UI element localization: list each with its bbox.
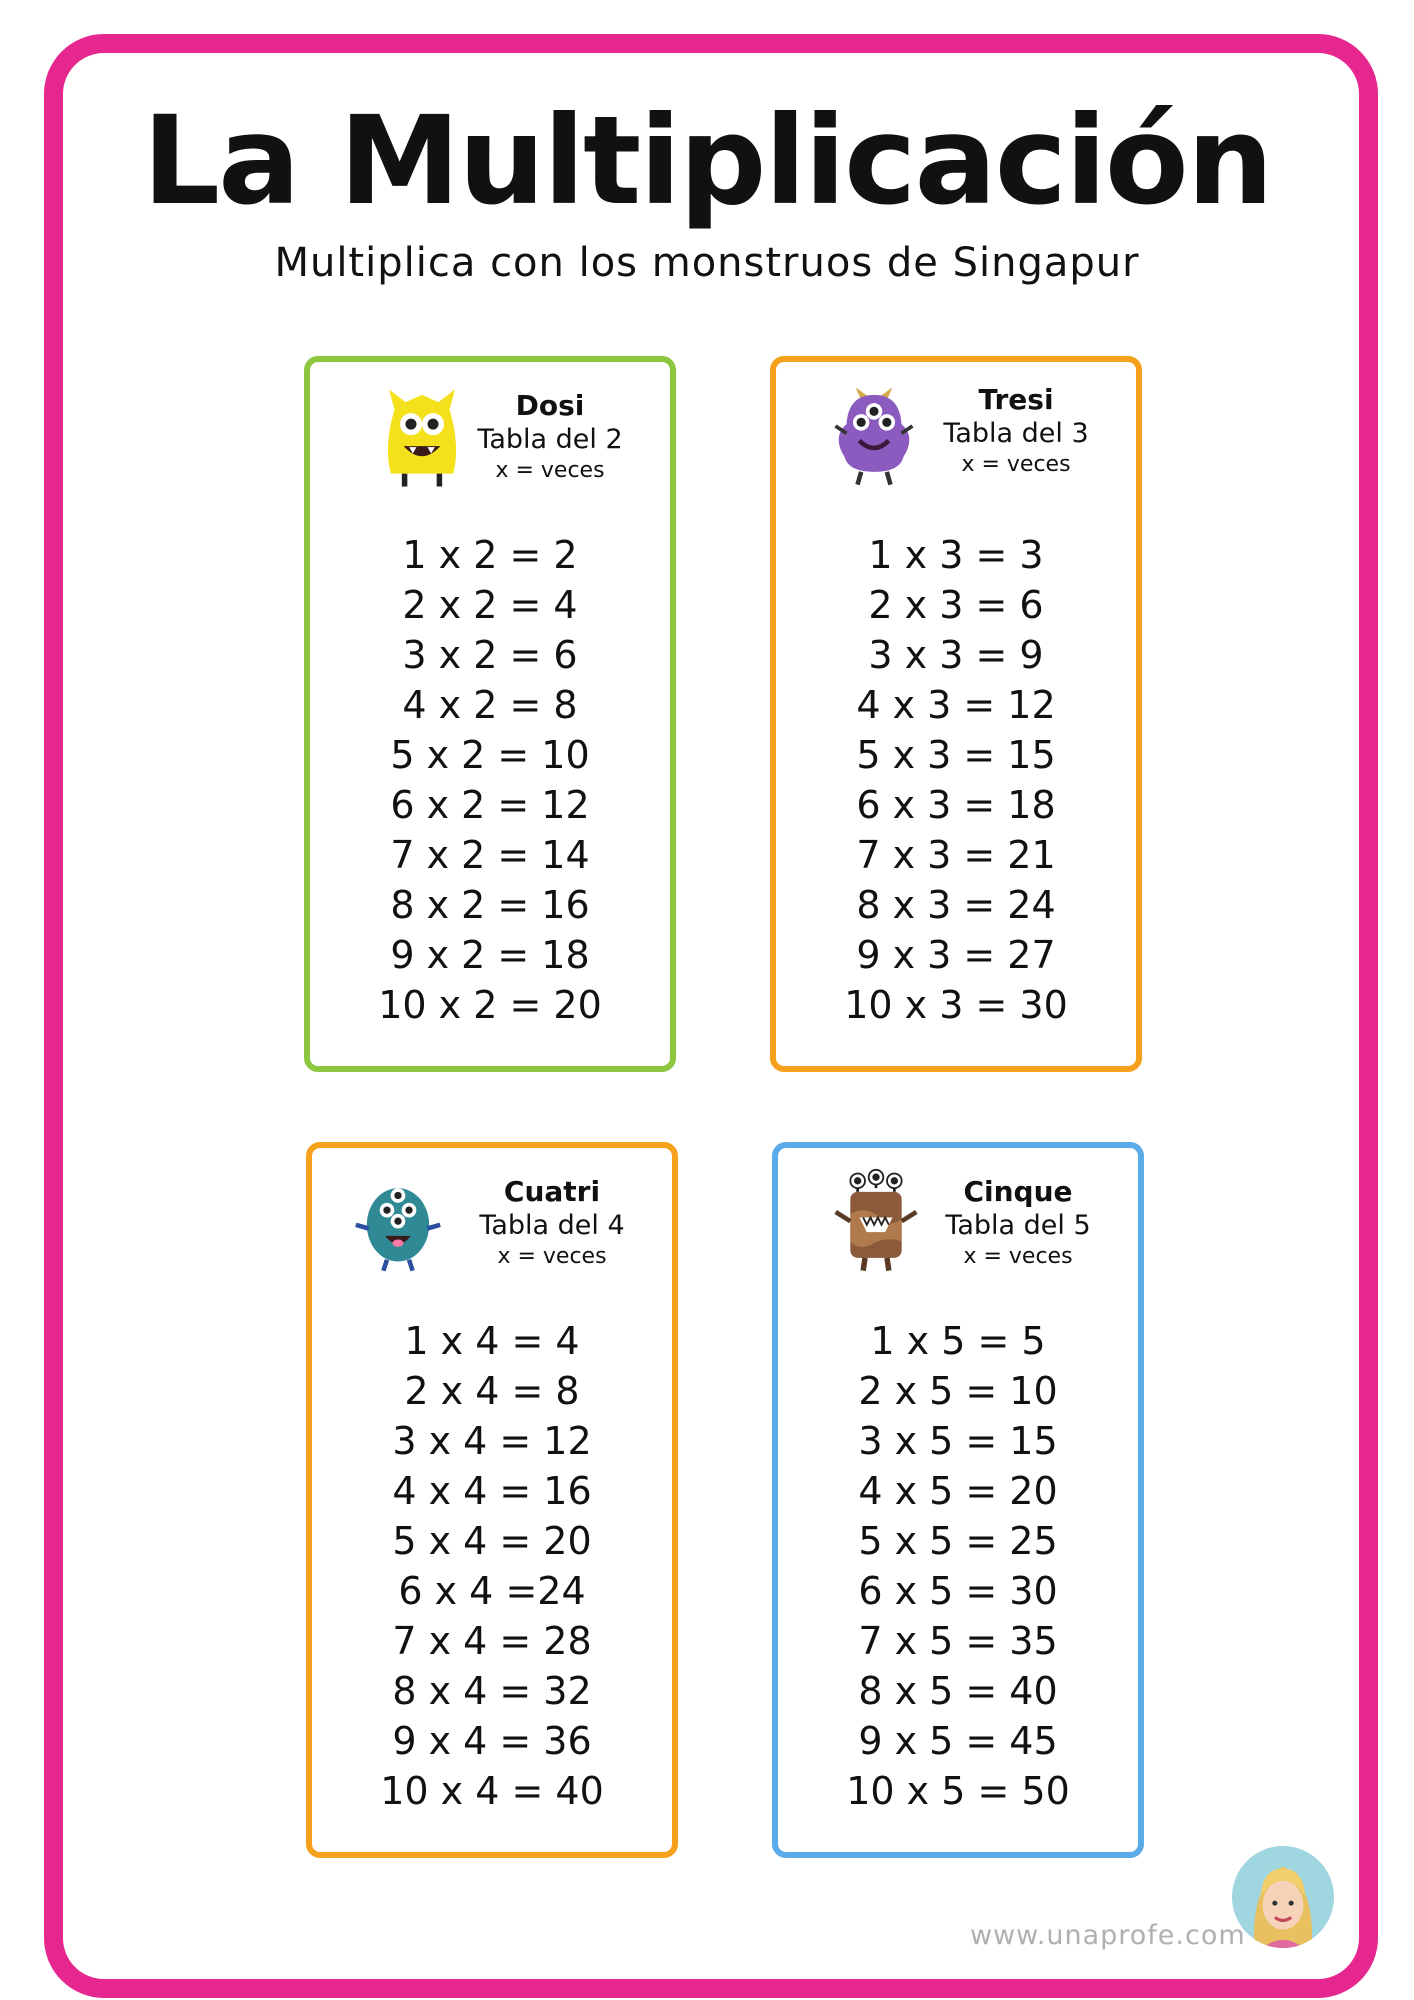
table-label: Tabla del 5 (945, 1210, 1091, 1241)
card-tabla-3 (770, 356, 1142, 1072)
multiplication-row: 3 x 4 = 12 (392, 1419, 592, 1463)
multiplication-row: 2 x 4 = 8 (404, 1369, 580, 1413)
multiplication-list (778, 1316, 1138, 1816)
multiplication-row: 1 x 2 = 2 (402, 533, 578, 577)
monster-name: Cinque (963, 1175, 1073, 1208)
page-title: La Multiplicación (142, 90, 1272, 232)
multiplication-row: 1 x 5 = 5 (870, 1319, 1046, 1363)
multiplication-row: 10 x 2 = 20 (378, 983, 602, 1027)
multiplication-row: 3 x 3 = 9 (868, 633, 1044, 677)
multiplication-row: 10 x 4 = 40 (380, 1769, 604, 1813)
teal-monster-icon (350, 1168, 446, 1278)
multiplication-row: 4 x 2 = 8 (402, 683, 578, 727)
multiplication-row: 2 x 3 = 6 (868, 583, 1044, 627)
multiplication-row: 1 x 3 = 3 (868, 533, 1044, 577)
multiplication-row: 9 x 5 = 45 (858, 1719, 1058, 1763)
multiplication-row: 7 x 4 = 28 (392, 1619, 592, 1663)
multiplication-row: 6 x 2 = 12 (390, 783, 590, 827)
multiplication-row: 1 x 4 = 4 (404, 1319, 580, 1363)
card-tabla-2 (304, 356, 676, 1072)
multiplication-row: 9 x 2 = 18 (390, 933, 590, 977)
monster-name: Dosi (515, 389, 585, 422)
multiplication-row: 7 x 2 = 14 (390, 833, 590, 877)
multiplication-row: 10 x 5 = 50 (846, 1769, 1070, 1813)
multiplication-list (776, 530, 1136, 1030)
multiplication-row: 4 x 4 = 16 (392, 1469, 592, 1513)
multiplication-row: 6 x 4 =24 (398, 1569, 586, 1613)
multiplication-row: 5 x 4 = 20 (392, 1519, 592, 1563)
multiplication-row: 5 x 3 = 15 (856, 733, 1056, 777)
multiplication-row: 8 x 4 = 32 (392, 1669, 592, 1713)
card-tabla-5 (772, 1142, 1144, 1858)
card-header (312, 1148, 672, 1298)
multiplication-row: 9 x 4 = 36 (392, 1719, 592, 1763)
times-legend: x = veces (963, 1244, 1073, 1269)
multiplication-row: 7 x 3 = 21 (856, 833, 1056, 877)
multiplication-list (312, 1316, 672, 1816)
multiplication-row: 2 x 5 = 10 (858, 1369, 1058, 1413)
card-header (778, 1148, 1138, 1298)
multiplication-row: 8 x 3 = 24 (856, 883, 1056, 927)
table-label: Tabla del 2 (477, 424, 623, 455)
multiplication-row: 4 x 3 = 12 (856, 683, 1056, 727)
multiplication-row: 9 x 3 = 27 (856, 933, 1056, 977)
multiplication-row: 8 x 5 = 40 (858, 1669, 1058, 1713)
multiplication-row: 10 x 3 = 30 (844, 983, 1068, 1027)
card-header (776, 362, 1136, 512)
author-avatar (1232, 1846, 1334, 1948)
multiplication-list (310, 530, 670, 1030)
times-legend: x = veces (961, 452, 1071, 477)
monster-name: Cuatri (503, 1175, 601, 1208)
multiplication-row: 7 x 5 = 35 (858, 1619, 1058, 1663)
multiplication-row: 4 x 5 = 20 (858, 1469, 1058, 1513)
multiplication-row: 5 x 2 = 10 (390, 733, 590, 777)
multiplication-row: 8 x 2 = 16 (390, 883, 590, 927)
multiplication-row: 6 x 3 = 18 (856, 783, 1056, 827)
multiplication-row: 6 x 5 = 30 (858, 1569, 1058, 1613)
card-tabla-4 (306, 1142, 678, 1858)
multiplication-row: 2 x 2 = 4 (402, 583, 578, 627)
page-frame (44, 34, 1378, 1998)
table-label: Tabla del 3 (943, 418, 1089, 449)
table-label: Tabla del 4 (479, 1210, 625, 1241)
footer-url[interactable]: www.unaprofe.com (970, 1920, 1246, 1951)
monster-name: Tresi (978, 383, 1054, 416)
multiplication-row: 5 x 5 = 25 (858, 1519, 1058, 1563)
page-subtitle: Multiplica con los monstruos de Singapur (274, 240, 1140, 286)
multiplication-row: 3 x 2 = 6 (402, 633, 578, 677)
times-legend: x = veces (497, 1244, 607, 1269)
card-header (310, 362, 670, 512)
times-legend: x = veces (495, 458, 605, 483)
multiplication-row: 3 x 5 = 15 (858, 1419, 1058, 1463)
